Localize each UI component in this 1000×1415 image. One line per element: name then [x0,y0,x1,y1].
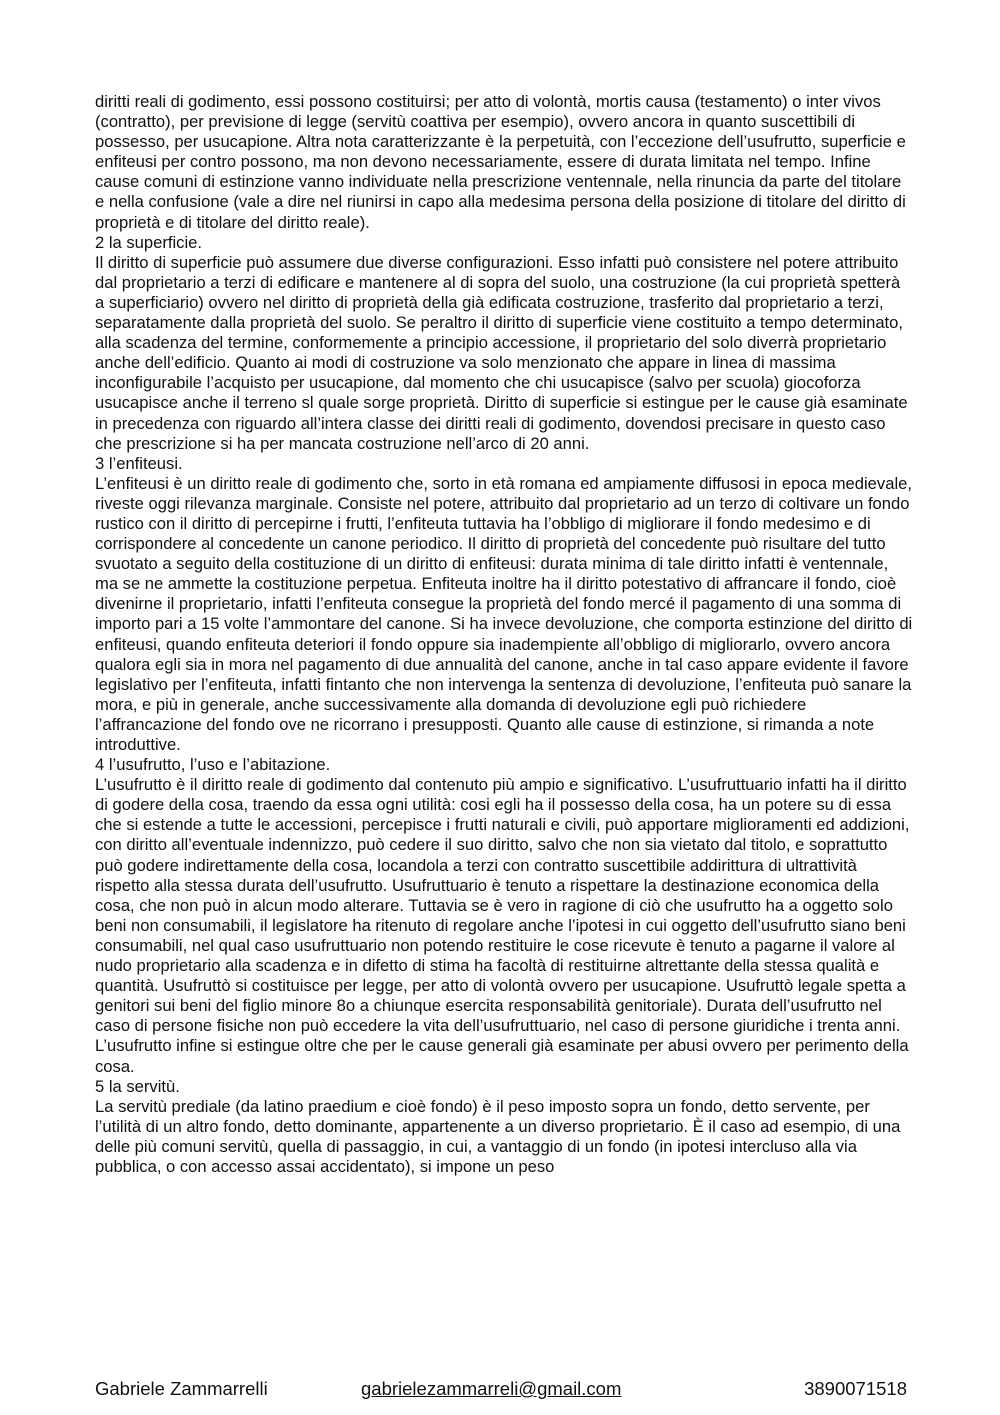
section-heading: 4 l’usufrutto, l’uso e l’abitazione. [95,755,331,775]
section-enfiteusi [95,454,913,755]
footer-phone: 3890071518 [804,1378,907,1399]
section-usufrutto [95,755,913,1077]
document-body [95,92,913,1177]
section-heading: 2 la superficie. [95,232,202,252]
section-servitu [95,1077,913,1177]
page-footer [95,1378,907,1400]
footer-author: Gabriele Zammarrelli [95,1378,268,1399]
section-paragraph: La servitù prediale (da latino praedium e cioè fondo) è il peso imposto sopra un fondo, detto servente, per l’utilità di un altro fondo, detto dominante, appartenente a un diverso proprietario. È il caso ad esempio, di una delle più comuni servitù, quella di passaggio, in cui, a vantaggio di un fondo (in ipotesi intercluso alla via pubblica, o con accesso assai accidentato), si impone un peso [95,1096,901,1176]
footer-email-link[interactable]: gabrielezammarreli@gmail.com [361,1378,622,1399]
section-heading: 5 la servitù. [95,1076,180,1096]
section-paragraph: L’usufrutto è il diritto reale di godimento dal contenuto più ampio e significativo. L’usufruttuario infatti ha il diritto di godere della cosa, traendo da essa ogni utilità: cosi egli ha il possesso della cosa, ha un potere su di essa che si estende a tutte le accessioni, percepisce i frutti naturali e civili, può apportare miglioramenti ed addizioni, con diritto all’eventuale indennizzo, può cedere il suo diritto, salvo che non sia vietato dal titolo, e soprattutto può godere indirettamente della cosa, locandola a terzi con contratto suscettibile addirittura di ultrattività rispetto alla stessa durata dell’usufrutto. Usufruttuario è tenuto a rispettare la destinazione economica della cosa, che non può in alcun modo alterare. Tuttavia se è vero in ragione di ciò che usufrutto ha a oggetto solo beni non consumabili, il legislatore ha ritenuto di regolare anche l’ipotesi in cui oggetto dell’usufrutto siano beni consumabili, nel qual caso usufruttuario non potendo restituire le cose ricevute è tenuto a pagarne il valore al nudo proprietario alla scadenza e in difetto di stima ha facoltà di restituirne altrettante della stessa qualità e quantità. Usufruttò si costituisce per legge, per atto di volontà ovvero per usucapione. Usufruttò legale spetta a genitori sui beni del figlio minore 8o a chiunque esercita responsabilità genitoriale). Durata dell’usufrutto nel caso di persone fisiche non può eccedere la vita dell’usufruttuario, nel caso di persone giuridiche i trenta anni. L’usufrutto infine si estingue oltre che per le cause generali già esaminate per abusi ovvero per perimento della cosa. [95,775,910,1076]
section-superficie [95,233,913,454]
section-paragraph: Il diritto di superficie può assumere due diverse configurazioni. Esso infatti può consistere nel potere attribuito dal proprietario a terzi di edificare e mantenere al di sopra del suolo, una costruzione (la cui proprietà spetterà a superficiario) ovvero nel diritto di proprietà della già edificata costruzione, trasferito dal proprietario a terzi, separatamente dalla proprietà del suolo. Se peraltro il diritto di superficie viene costituito a tempo determinato, alla scadenza del termine, conformemente a principio accessione, il proprietario del solo diverrà proprietario anche dell’edificio. Quanto ai modi di costruzione va solo menzionato che appare in linea di massima inconfigurabile l’acquisto per usucapione, dal momento che chi usucapisce (salvo per scuola) giocoforza usucapisce anche il terreno sl quale sorge proprietà. Diritto di superficie si estingue per le cause già esaminate in precedenza con riguardo all’intera classe dei diritti reali di godimento, dovendosi precisare in questo caso che prescrizione si ha per mancata costruzione nell’arco di 20 anni. [95,252,908,453]
section-heading: 3 l’enfiteusi. [95,453,183,473]
section-paragraph: L’enfiteusi è un diritto reale di godimento che, sorto in età romana ed ampiamente diffusosi in epoca medievale, riveste oggi rilevanza marginale. Consiste nel potere, attribuito dal proprietario ad un terzo di coltivare un fondo rustico con il diritto di percepirne i frutti, l’enfiteuta tuttavia ha l’obbligo di migliorare il fondo medesimo e di corrispondere al concedente un canone periodico. Il diritto di proprietà del concedente può risultare del tutto svuotato a seguito della costituzione di un diritto di enfiteusi: durata minima di tale diritto infatti è ventennale, ma se ne ammette la costituzione perpetua. Enfiteuta inoltre ha il diritto potestativo di affrancare il fondo, cioè divenirne il proprietario, infatti l’enfiteuta consegue la proprietà del fondo mercé il pagamento di una somma di importo pari a 15 volte l’ammontare del canone. Si ha invece devoluzione, che comporta estinzione del diritto di enfiteusi, quando enfiteuta deteriori il fondo oppure sia inadempiente all’obbligo di migliorarlo, ovvero ancora qualora egli sia in mora nel pagamento di due annualità del canone, anche in tal caso appare evidente il favore legislativo per l’enfiteuta, infatti fintanto che non intervenga la sentenza di devoluzione, l’enfiteuta può sanare la mora, e più in generale, anche successivamente alla domanda di devoluzione egli può richiedere l’affrancazione del fondo ove ne ricorrano i presupposti. Quanto alle cause di estinzione, si rimanda a note introduttive. [95,473,913,754]
intro-paragraph: diritti reali di godimento, essi possono costituirsi; per atto di volontà, mortis causa (testamento) o inter vivos (contratto), per previsione di legge (servitù coattiva per esempio), ovvero ancora in quanto suscettibili di possesso, per usucapione. Altra nota caratterizzante è la perpetuità, con l’eccezione dell’usufrutto, superficie e enfiteusi per contro possono, ma non devono necessariamente, essere di durata limitata nel tempo. Infine cause comuni di estinzione vanno individuate nella prescrizione ventennale, nella rinuncia da parte del titolare e nella confusione (vale a dire nel riunirsi in capo alla medesima persona della posizione di titolare del diritto di proprietà e di titolare del diritto reale). [95,92,906,232]
